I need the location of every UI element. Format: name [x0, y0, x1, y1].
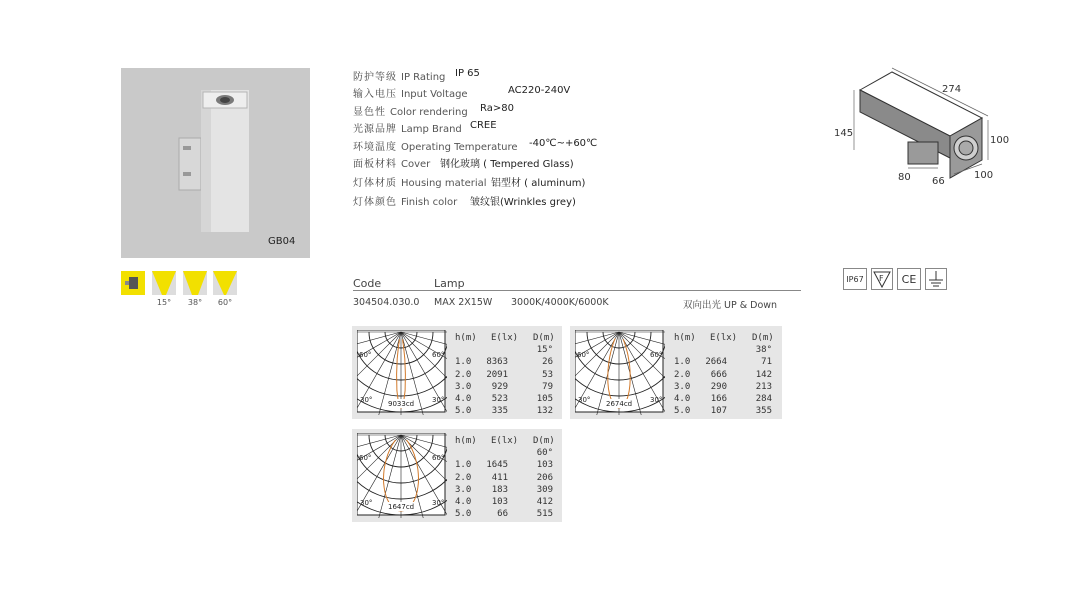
angle-label-30-right: 30°: [650, 396, 663, 404]
beam-angle: 15°: [536, 345, 553, 356]
height-cell: 5.0: [455, 509, 472, 520]
spec-value: IP 65: [455, 68, 480, 79]
diameter-cell: 142: [755, 369, 772, 380]
height-cell: 5.0: [674, 406, 691, 417]
angle-label-30-left: 30°: [578, 396, 591, 404]
spec-row: [353, 85, 571, 101]
spec-row: [353, 155, 574, 171]
illuminance-cell: 2664: [705, 357, 727, 368]
beam-medium-icon: [183, 271, 207, 295]
col-header: E(lx): [710, 333, 738, 343]
diameter-cell: 132: [536, 406, 553, 417]
beam-angle-label: 15°: [156, 298, 172, 307]
height-cell: 4.0: [455, 394, 472, 404]
illuminance-cell: 1645: [486, 460, 508, 471]
beam-narrow-icon: [152, 271, 176, 295]
illuminance-cell: 8363: [486, 357, 508, 368]
spec-row: [353, 174, 586, 190]
height-cell: 2.0: [455, 472, 472, 483]
diameter-cell: 105: [536, 394, 553, 404]
col-header: h(m): [674, 333, 696, 343]
illuminance-cell: 107: [710, 406, 727, 417]
ip67-badge: IP67: [843, 268, 867, 290]
wall-side-icon: [121, 271, 145, 295]
beam-angle: 38°: [755, 345, 772, 356]
col-header: D(m): [752, 333, 774, 343]
angle-label-60-right: 60°: [432, 454, 445, 462]
diameter-cell: 309: [536, 484, 553, 495]
col-header: D(m): [533, 333, 555, 343]
height-cell: 1.0: [455, 460, 472, 471]
spec-en: Operating Temperature: [401, 142, 518, 153]
spec-en: Input Voltage: [401, 89, 468, 100]
angle-label-60-right: 60°: [650, 351, 663, 359]
col-header: D(m): [533, 436, 555, 446]
illuminance-cell: 666: [710, 369, 727, 380]
diameter-cell: 79: [542, 381, 553, 392]
dim-face-top: 100: [990, 135, 1010, 146]
code-value: 304504.030.0: [353, 297, 420, 308]
photometric-panel-38: [570, 326, 782, 419]
spec-value: CREE: [470, 120, 497, 131]
col-header: E(lx): [491, 333, 519, 343]
angle-label-30-left: 30°: [360, 499, 373, 507]
cct-value: 3000K/4000K/6000K: [511, 297, 609, 308]
dim-face-bottom: 100: [974, 170, 994, 181]
polar-diagram: [575, 330, 665, 415]
beam-angle-label: 60°: [217, 298, 233, 307]
col-header: E(lx): [491, 436, 519, 446]
spec-cn: 环境温度: [353, 142, 397, 153]
spec-cn: 灯体材质: [353, 178, 397, 189]
angle-label-60-left: 60°: [577, 351, 590, 359]
diameter-cell: 103: [536, 460, 553, 471]
polar-diagram: [357, 330, 447, 415]
illuminance-cell: 103: [491, 497, 508, 507]
diameter-cell: 412: [536, 497, 553, 507]
dim-bracket-b: 66: [932, 176, 945, 187]
beam-angle-label: 38°: [187, 298, 203, 307]
height-cell: 4.0: [674, 394, 691, 404]
f-mark-icon: [871, 268, 893, 290]
dim-length: 274: [942, 84, 962, 95]
angle-label-60-left: 60°: [359, 351, 372, 359]
diameter-cell: 206: [536, 472, 553, 483]
diameter-cell: 213: [755, 381, 772, 392]
spec-value: 钢化玻璃 ( Tempered Glass): [440, 159, 574, 170]
direction-value: 双向出光 UP & Down: [683, 300, 778, 311]
illuminance-cell: 411: [491, 472, 508, 483]
height-cell: 3.0: [455, 381, 472, 392]
height-cell: 1.0: [674, 357, 691, 368]
spec-cn: 光源品牌: [353, 124, 397, 135]
illuminance-cell: 290: [710, 381, 727, 392]
height-cell: 3.0: [455, 484, 472, 495]
ce-mark-icon: CE: [897, 268, 921, 290]
code-header: Code: [353, 277, 382, 290]
peak-intensity-label: 2674cd: [606, 400, 633, 408]
spec-en: IP Rating: [401, 72, 446, 83]
lamp-value: MAX 2X15W: [434, 297, 493, 308]
diameter-cell: 71: [761, 357, 772, 368]
peak-intensity-label: 1647cd: [388, 503, 415, 511]
diameter-cell: 53: [542, 369, 553, 380]
illuminance-cell: 929: [491, 381, 508, 392]
angle-label-30-right: 30°: [432, 499, 445, 507]
angle-label-60-left: 60°: [359, 454, 372, 462]
diameter-cell: 355: [755, 406, 772, 417]
angle-label-30-right: 30°: [432, 396, 445, 404]
spec-en: Cover: [401, 159, 431, 170]
product-image: [121, 68, 310, 258]
height-cell: 2.0: [674, 369, 691, 380]
lamp-header: Lamp: [434, 277, 465, 290]
spec-value: 铝型材 ( aluminum): [491, 178, 586, 189]
dim-height: 145: [834, 128, 854, 139]
spec-cn: 防护等级: [353, 72, 397, 83]
spec-row: [353, 193, 576, 209]
model-label: GB04: [268, 236, 296, 247]
spec-row: [353, 138, 598, 154]
height-cell: 5.0: [455, 406, 472, 417]
beam-angle: 60°: [536, 448, 553, 459]
col-header: h(m): [455, 333, 477, 343]
divider: [353, 290, 801, 291]
spec-cn: 面板材料: [353, 159, 397, 170]
height-cell: 1.0: [455, 357, 472, 368]
photometric-table: [674, 333, 780, 418]
angle-label-30-left: 30°: [360, 396, 373, 404]
spec-value: -40℃~+60℃: [529, 138, 598, 149]
spec-row: [353, 120, 497, 136]
spec-value: AC220-240V: [508, 85, 571, 96]
dimension-drawing: [830, 60, 1010, 190]
product-photo: [121, 68, 310, 258]
spec-en: Lamp Brand: [401, 124, 462, 135]
diameter-cell: 515: [536, 509, 553, 520]
peak-intensity-label: 9033cd: [388, 400, 415, 408]
photometric-panel-15: [352, 326, 562, 419]
diameter-cell: 284: [755, 394, 772, 404]
col-header: h(m): [455, 436, 477, 446]
photometric-table: [455, 436, 561, 521]
photometric-table: [455, 333, 561, 418]
spec-en: Housing material: [401, 178, 487, 189]
spec-value: Ra>80: [480, 103, 514, 114]
ground-icon: [925, 268, 947, 290]
illuminance-cell: 2091: [486, 369, 508, 380]
spec-cn: 显色性: [353, 107, 386, 118]
spec-row: [353, 68, 480, 84]
spec-en: Finish color: [401, 197, 458, 208]
photometric-panel-60: [352, 429, 562, 522]
f-mark-label: F: [879, 274, 884, 283]
spec-cn: 灯体颜色: [353, 197, 397, 208]
illuminance-cell: 166: [710, 394, 727, 404]
spec-value: 皱纹银(Wrinkles grey): [470, 197, 576, 208]
dim-bracket-a: 80: [898, 172, 911, 183]
illuminance-cell: 523: [491, 394, 508, 404]
spec-en: Color rendering: [390, 107, 468, 118]
illuminance-cell: 183: [491, 484, 508, 495]
polar-diagram: [357, 433, 447, 518]
height-cell: 4.0: [455, 497, 472, 507]
height-cell: 2.0: [455, 369, 472, 380]
height-cell: 3.0: [674, 381, 691, 392]
illuminance-cell: 66: [497, 509, 508, 520]
beam-wide-icon: [213, 271, 237, 295]
spec-cn: 输入电压: [353, 89, 397, 100]
angle-label-60-right: 60°: [432, 351, 445, 359]
diameter-cell: 26: [542, 357, 553, 368]
illuminance-cell: 335: [491, 406, 508, 417]
spec-row: [353, 103, 514, 119]
